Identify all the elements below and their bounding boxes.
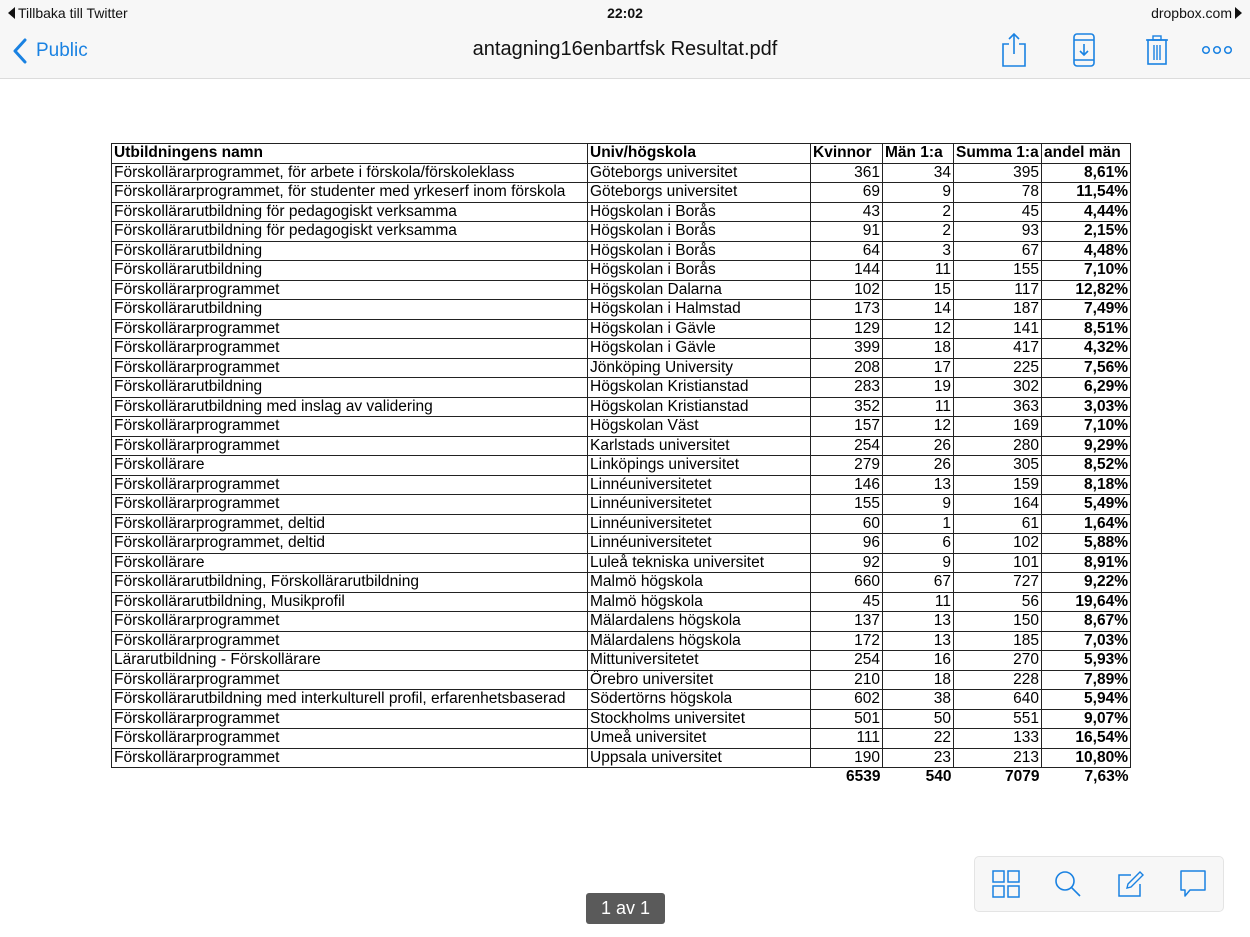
- cell-university: Linköpings universitet: [588, 456, 811, 476]
- cell-total: 727: [954, 573, 1042, 593]
- table-row: [112, 319, 1131, 339]
- cell-women: 111: [811, 729, 883, 749]
- cell-share-men: 7,49%: [1042, 300, 1131, 320]
- header-university: Univ/högskola: [588, 144, 811, 164]
- share-icon: [1001, 32, 1027, 68]
- cell-program-name: Förskollärarprogrammet: [112, 709, 588, 729]
- cell-total: 185: [954, 631, 1042, 651]
- cell-men: 12: [883, 319, 954, 339]
- cell-total: 164: [954, 495, 1042, 515]
- cell-university: Högskolan i Borås: [588, 241, 811, 261]
- cell-women: 43: [811, 202, 883, 222]
- cell-share-men: 7,03%: [1042, 631, 1131, 651]
- table-row: [112, 261, 1131, 281]
- cell-share-men: 5,88%: [1042, 534, 1131, 554]
- cell-total: 93: [954, 222, 1042, 242]
- cell-men: 13: [883, 475, 954, 495]
- cell-university: Göteborgs universitet: [588, 163, 811, 183]
- total-blank: [588, 768, 811, 787]
- cell-men: 11: [883, 397, 954, 417]
- pdf-tools-bar: [974, 856, 1224, 912]
- cell-university: Högskolan i Borås: [588, 202, 811, 222]
- table-row: [112, 612, 1131, 632]
- total-blank: [112, 768, 588, 787]
- cell-program-name: Förskollärare: [112, 553, 588, 573]
- total-women: 6539: [846, 768, 881, 786]
- cell-men: 67: [883, 573, 954, 593]
- table-row: [112, 651, 1131, 671]
- cell-total: 133: [954, 729, 1042, 749]
- cell-program-name: Förskollärarutbildning med inslag av validering: [112, 397, 588, 417]
- back-button-label: Public: [36, 40, 88, 61]
- table-row: [112, 280, 1131, 300]
- cell-university: Södertörns högskola: [588, 690, 811, 710]
- cell-university: Linnéuniversitetet: [588, 514, 811, 534]
- more-icon: [1201, 45, 1233, 55]
- cell-women: 210: [811, 670, 883, 690]
- cell-total: 159: [954, 475, 1042, 495]
- document-title: antagning16enbartfsk Resultat.pdf: [472, 38, 778, 60]
- thumbnails-button[interactable]: [989, 867, 1023, 901]
- thumbnails-icon: [992, 870, 1020, 898]
- cell-university: Linnéuniversitetet: [588, 475, 811, 495]
- top-bar: [0, 0, 1250, 79]
- totals-row: [112, 768, 1131, 787]
- table-header-row: [112, 144, 1131, 164]
- cell-university: Jönköping University: [588, 358, 811, 378]
- cell-university: Uppsala universitet: [588, 748, 811, 768]
- trash-icon: [1145, 35, 1169, 65]
- cell-women: 254: [811, 651, 883, 671]
- cell-total: 302: [954, 378, 1042, 398]
- table-row: [112, 241, 1131, 261]
- cell-share-men: 9,29%: [1042, 436, 1131, 456]
- cell-university: Göteborgs universitet: [588, 183, 811, 203]
- cell-university: Högskolan Dalarna: [588, 280, 811, 300]
- cell-women: 279: [811, 456, 883, 476]
- cell-university: Högskolan i Halmstad: [588, 300, 811, 320]
- cell-total: 640: [954, 690, 1042, 710]
- cell-women: 208: [811, 358, 883, 378]
- cell-program-name: Förskollärarutbildning: [112, 261, 588, 281]
- total-sum: 7079: [1005, 768, 1040, 786]
- back-to-app-label: Tillbaka till Twitter: [18, 5, 128, 21]
- cell-share-men: 3,03%: [1042, 397, 1131, 417]
- cell-university: Umeå universitet: [588, 729, 811, 749]
- cell-total: 56: [954, 592, 1042, 612]
- cell-program-name: Förskollärarutbildning för pedagogiskt verksamma: [112, 222, 588, 242]
- cell-women: 60: [811, 514, 883, 534]
- cell-women: 172: [811, 631, 883, 651]
- cell-total: 305: [954, 456, 1042, 476]
- table-row: [112, 378, 1131, 398]
- cell-men: 50: [883, 709, 954, 729]
- cell-men: 14: [883, 300, 954, 320]
- cell-men: 13: [883, 612, 954, 632]
- table-row: [112, 573, 1131, 593]
- cell-share-men: 8,18%: [1042, 475, 1131, 495]
- table-row: [112, 339, 1131, 359]
- cell-women: 129: [811, 319, 883, 339]
- cell-women: 173: [811, 300, 883, 320]
- cell-men: 26: [883, 436, 954, 456]
- cell-women: 92: [811, 553, 883, 573]
- cell-women: 190: [811, 748, 883, 768]
- cell-men: 11: [883, 261, 954, 281]
- total-share-men: 7,63%: [1084, 768, 1129, 786]
- cell-share-men: 12,82%: [1042, 280, 1131, 300]
- cell-men: 18: [883, 339, 954, 359]
- cell-men: 9: [883, 183, 954, 203]
- search-button[interactable]: [1051, 867, 1085, 901]
- cell-total: 363: [954, 397, 1042, 417]
- table-row: [112, 631, 1131, 651]
- cell-men: 11: [883, 592, 954, 612]
- cell-men: 15: [883, 280, 954, 300]
- cell-women: 602: [811, 690, 883, 710]
- header-share-men: andel män: [1042, 144, 1131, 164]
- save-to-device-icon: [1072, 32, 1096, 68]
- cell-total: 101: [954, 553, 1042, 573]
- cell-university: Högskolan Kristianstad: [588, 397, 811, 417]
- cell-university: Örebro universitet: [588, 670, 811, 690]
- cell-program-name: Förskollärarprogrammet, för arbete i förskola/förskoleklass: [112, 163, 588, 183]
- table-row: [112, 495, 1131, 515]
- table-row: [112, 456, 1131, 476]
- cell-program-name: Förskollärarprogrammet: [112, 358, 588, 378]
- cell-men: 17: [883, 358, 954, 378]
- cell-total: 155: [954, 261, 1042, 281]
- cell-program-name: Förskollärarprogrammet: [112, 748, 588, 768]
- cell-women: 144: [811, 261, 883, 281]
- cell-share-men: 1,64%: [1042, 514, 1131, 534]
- cell-women: 254: [811, 436, 883, 456]
- cell-program-name: Förskollärarprogrammet: [112, 436, 588, 456]
- cell-men: 6: [883, 534, 954, 554]
- cell-share-men: 4,44%: [1042, 202, 1131, 222]
- cell-total: 61: [954, 514, 1042, 534]
- cell-share-men: 7,56%: [1042, 358, 1131, 378]
- cell-program-name: Förskollärarutbildning för pedagogiskt verksamma: [112, 202, 588, 222]
- table-row: [112, 729, 1131, 749]
- cell-total: 102: [954, 534, 1042, 554]
- cell-men: 26: [883, 456, 954, 476]
- cell-women: 69: [811, 183, 883, 203]
- cell-total: 270: [954, 651, 1042, 671]
- header-total: Summa 1:a: [954, 144, 1042, 164]
- table-row: [112, 163, 1131, 183]
- save-to-device-button[interactable]: [1066, 30, 1102, 70]
- cell-total: 45: [954, 202, 1042, 222]
- table-row: [112, 534, 1131, 554]
- cell-total: 228: [954, 670, 1042, 690]
- cell-program-name: Förskollärarprogrammet: [112, 319, 588, 339]
- cell-share-men: 19,64%: [1042, 592, 1131, 612]
- table-row: [112, 514, 1131, 534]
- admissions-table: [111, 143, 1131, 787]
- cell-men: 1: [883, 514, 954, 534]
- cell-men: 9: [883, 553, 954, 573]
- cell-women: 96: [811, 534, 883, 554]
- site-label: dropbox.com: [1151, 5, 1232, 21]
- more-button[interactable]: [1199, 30, 1235, 70]
- cell-program-name: Förskollärarprogrammet, deltid: [112, 534, 588, 554]
- table-row: [112, 222, 1131, 242]
- cell-university: Stockholms universitet: [588, 709, 811, 729]
- cell-university: Linnéuniversitetet: [588, 534, 811, 554]
- cell-total: 67: [954, 241, 1042, 261]
- table-row: [112, 397, 1131, 417]
- table-row: [112, 417, 1131, 437]
- cell-university: Malmö högskola: [588, 573, 811, 593]
- cell-men: 34: [883, 163, 954, 183]
- cell-men: 13: [883, 631, 954, 651]
- header-men: Män 1:a: [883, 144, 954, 164]
- cell-women: 501: [811, 709, 883, 729]
- cell-share-men: 4,32%: [1042, 339, 1131, 359]
- cell-women: 399: [811, 339, 883, 359]
- delete-button[interactable]: [1139, 30, 1175, 70]
- cell-women: 157: [811, 417, 883, 437]
- cell-program-name: Förskollärarprogrammet, deltid: [112, 514, 588, 534]
- cell-total: 78: [954, 183, 1042, 203]
- cell-university: Högskolan i Borås: [588, 222, 811, 242]
- cell-share-men: 9,22%: [1042, 573, 1131, 593]
- cell-share-men: 7,89%: [1042, 670, 1131, 690]
- cell-women: 361: [811, 163, 883, 183]
- cell-share-men: 8,91%: [1042, 553, 1131, 573]
- cell-men: 38: [883, 690, 954, 710]
- cell-total: 169: [954, 417, 1042, 437]
- cell-program-name: Förskollärarutbildning med interkulturell profil, erfarenhetsbaserad: [112, 690, 588, 710]
- cell-university: Högskolan i Gävle: [588, 319, 811, 339]
- cell-program-name: Förskollärarprogrammet: [112, 280, 588, 300]
- cell-share-men: 5,94%: [1042, 690, 1131, 710]
- cell-program-name: Förskollärarprogrammet: [112, 631, 588, 651]
- table-row: [112, 670, 1131, 690]
- table-row: [112, 553, 1131, 573]
- annotate-button[interactable]: [1114, 867, 1148, 901]
- cell-total: 417: [954, 339, 1042, 359]
- cell-men: 2: [883, 202, 954, 222]
- cell-university: Mittuniversitetet: [588, 651, 811, 671]
- cell-men: 2: [883, 222, 954, 242]
- cell-university: Mälardalens högskola: [588, 631, 811, 651]
- cell-women: 45: [811, 592, 883, 612]
- table-row: [112, 748, 1131, 768]
- cell-men: 23: [883, 748, 954, 768]
- cell-share-men: 7,10%: [1042, 261, 1131, 281]
- cell-university: Högskolan Väst: [588, 417, 811, 437]
- table-row: [112, 690, 1131, 710]
- cell-university: Luleå tekniska universitet: [588, 553, 811, 573]
- cell-program-name: Förskollärare: [112, 456, 588, 476]
- cell-men: 16: [883, 651, 954, 671]
- cell-share-men: 6,29%: [1042, 378, 1131, 398]
- annotate-icon: [1117, 870, 1145, 898]
- clock: 22:02: [607, 5, 643, 21]
- cell-university: Malmö högskola: [588, 592, 811, 612]
- cell-women: 146: [811, 475, 883, 495]
- cell-program-name: Förskollärarprogrammet: [112, 670, 588, 690]
- cell-total: 395: [954, 163, 1042, 183]
- cell-share-men: 8,51%: [1042, 319, 1131, 339]
- comment-icon: [1179, 869, 1207, 899]
- cell-share-men: 9,07%: [1042, 709, 1131, 729]
- cell-men: 22: [883, 729, 954, 749]
- cell-share-men: 4,48%: [1042, 241, 1131, 261]
- cell-women: 64: [811, 241, 883, 261]
- cell-program-name: Förskollärarprogrammet: [112, 475, 588, 495]
- cell-women: 660: [811, 573, 883, 593]
- cell-total: 117: [954, 280, 1042, 300]
- cell-total: 187: [954, 300, 1042, 320]
- table-row: [112, 358, 1131, 378]
- cell-share-men: 8,52%: [1042, 456, 1131, 476]
- cell-university: Högskolan i Gävle: [588, 339, 811, 359]
- comment-button[interactable]: [1176, 867, 1210, 901]
- table-row: [112, 592, 1131, 612]
- header-women: Kvinnor: [811, 144, 883, 164]
- cell-program-name: Förskollärarprogrammet, för studenter med yrkeserf inom förskola: [112, 183, 588, 203]
- cell-total: 213: [954, 748, 1042, 768]
- cell-program-name: Förskollärarprogrammet: [112, 339, 588, 359]
- cell-share-men: 5,93%: [1042, 651, 1131, 671]
- cell-program-name: Förskollärarutbildning: [112, 378, 588, 398]
- cell-women: 137: [811, 612, 883, 632]
- cell-program-name: Förskollärarutbildning: [112, 241, 588, 261]
- cell-share-men: 2,15%: [1042, 222, 1131, 242]
- cell-men: 19: [883, 378, 954, 398]
- cell-university: Karlstads universitet: [588, 436, 811, 456]
- page-indicator: 1 av 1: [586, 893, 665, 924]
- cell-women: 352: [811, 397, 883, 417]
- cell-university: Linnéuniversitetet: [588, 495, 811, 515]
- table-row: [112, 436, 1131, 456]
- cell-men: 12: [883, 417, 954, 437]
- cell-share-men: 11,54%: [1042, 183, 1131, 203]
- cell-men: 9: [883, 495, 954, 515]
- cell-university: Mälardalens högskola: [588, 612, 811, 632]
- table-row: [112, 709, 1131, 729]
- cell-total: 141: [954, 319, 1042, 339]
- cell-share-men: 8,61%: [1042, 163, 1131, 183]
- cell-program-name: Förskollärarutbildning, Förskollärarutbildning: [112, 573, 588, 593]
- cell-women: 91: [811, 222, 883, 242]
- cell-share-men: 7,10%: [1042, 417, 1131, 437]
- cell-women: 102: [811, 280, 883, 300]
- header-program-name: Utbildningens namn: [112, 144, 588, 164]
- cell-university: Högskolan Kristianstad: [588, 378, 811, 398]
- cell-program-name: Lärarutbildning - Förskollärare: [112, 651, 588, 671]
- table-row: [112, 300, 1131, 320]
- cell-university: Högskolan i Borås: [588, 261, 811, 281]
- cell-women: 155: [811, 495, 883, 515]
- cell-share-men: 5,49%: [1042, 495, 1131, 515]
- cell-total: 225: [954, 358, 1042, 378]
- table-row: [112, 475, 1131, 495]
- cell-program-name: Förskollärarprogrammet: [112, 495, 588, 515]
- forward-triangle-icon: [1235, 7, 1242, 19]
- cell-program-name: Förskollärarutbildning, Musikprofil: [112, 592, 588, 612]
- cell-women: 283: [811, 378, 883, 398]
- cell-total: 551: [954, 709, 1042, 729]
- table-row: [112, 183, 1131, 203]
- cell-program-name: Förskollärarutbildning: [112, 300, 588, 320]
- table-row: [112, 202, 1131, 222]
- share-button[interactable]: [996, 30, 1032, 70]
- total-men: 540: [925, 768, 952, 786]
- site-link[interactable]: [1151, 4, 1242, 22]
- cell-men: 18: [883, 670, 954, 690]
- cell-share-men: 16,54%: [1042, 729, 1131, 749]
- search-icon: [1054, 870, 1082, 898]
- cell-share-men: 8,67%: [1042, 612, 1131, 632]
- cell-share-men: 10,80%: [1042, 748, 1131, 768]
- cell-program-name: Förskollärarprogrammet: [112, 612, 588, 632]
- cell-program-name: Förskollärarprogrammet: [112, 417, 588, 437]
- cell-program-name: Förskollärarprogrammet: [112, 729, 588, 749]
- cell-total: 280: [954, 436, 1042, 456]
- cell-total: 150: [954, 612, 1042, 632]
- cell-men: 3: [883, 241, 954, 261]
